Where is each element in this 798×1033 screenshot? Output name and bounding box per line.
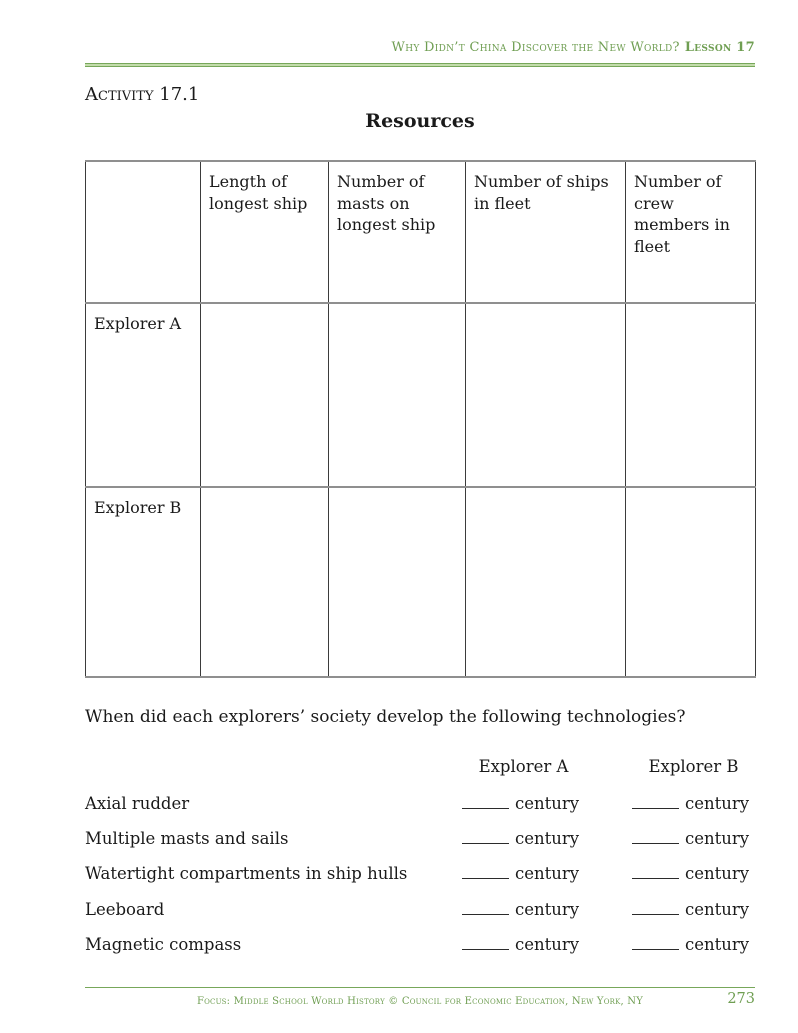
row-label-explorer-b: Explorer B xyxy=(86,487,201,677)
lesson-number: Lesson 17 xyxy=(684,40,755,55)
table-cell xyxy=(329,487,466,677)
technology-question: When did each explorers’ society develop the following technologies? xyxy=(85,707,686,727)
technology-row-magnetic-compass xyxy=(85,935,755,955)
table-cell xyxy=(201,303,329,487)
footer-credit: Focus: Middle School World History © Council for Economic Education, New York, NY xyxy=(196,996,644,1007)
technology-row-leeboard xyxy=(85,900,755,920)
fill-in-blank xyxy=(462,795,509,809)
table-row-explorer-a xyxy=(86,303,756,487)
technology-label: Axial rudder xyxy=(85,793,190,813)
resources-title: Resources xyxy=(365,110,475,132)
fill-in-blank xyxy=(632,830,679,844)
table-header-masts: Number of masts on longest ship xyxy=(329,161,466,303)
table-row-explorer-b xyxy=(86,487,756,677)
table-header-ships: Number of ships in fleet xyxy=(466,161,626,303)
unit-label: century xyxy=(515,829,580,849)
answer-cell-explorer-a xyxy=(462,935,585,955)
technology-section xyxy=(85,757,755,970)
footer-divider xyxy=(85,987,755,988)
answer-cell-explorer-a xyxy=(462,829,585,849)
technology-label: Watertight compartments in ship hulls xyxy=(85,864,408,884)
page-number: 273 xyxy=(727,991,755,1007)
fill-in-blank xyxy=(462,901,509,915)
table-cell xyxy=(201,487,329,677)
answer-cell-explorer-a xyxy=(462,794,585,814)
unit-label: century xyxy=(685,829,750,849)
answer-cell-explorer-b xyxy=(632,935,755,955)
column-header-explorer-b: Explorer B xyxy=(648,757,739,776)
unit-label: century xyxy=(515,899,580,919)
technology-row-axial-rudder xyxy=(85,794,755,814)
technology-label: Magnetic compass xyxy=(85,934,242,954)
lesson-title: Why Didn’t China Discover the New World? xyxy=(391,40,680,55)
unit-label: century xyxy=(515,864,580,884)
unit-label: century xyxy=(515,793,580,813)
answer-cell-explorer-a xyxy=(462,864,585,884)
unit-label: century xyxy=(515,934,580,954)
table-cell xyxy=(466,303,626,487)
table-header-crew: Number of crew members in fleet xyxy=(626,161,756,303)
unit-label: century xyxy=(685,934,750,954)
table-header-corner xyxy=(86,161,201,303)
header-divider xyxy=(85,63,755,67)
table-cell xyxy=(329,303,466,487)
answer-cell-explorer-b xyxy=(632,900,755,920)
answer-cell-explorer-b xyxy=(632,864,755,884)
fill-in-blank xyxy=(632,936,679,950)
fill-in-blank xyxy=(462,830,509,844)
table-header-length: Length of longest ship xyxy=(201,161,329,303)
fill-in-blank xyxy=(632,865,679,879)
table-header-row xyxy=(86,161,756,303)
technology-label: Multiple masts and sails xyxy=(85,829,289,849)
resources-table xyxy=(85,160,756,678)
column-header-explorer-a: Explorer A xyxy=(478,757,569,776)
table-cell xyxy=(626,303,756,487)
row-label-explorer-a: Explorer A xyxy=(86,303,201,487)
activity-heading: Activity 17.1 xyxy=(85,84,200,105)
technology-row-watertight-compartments xyxy=(85,864,755,884)
fill-in-blank xyxy=(632,795,679,809)
unit-label: century xyxy=(685,864,750,884)
technology-label: Leeboard xyxy=(85,899,165,919)
unit-label: century xyxy=(685,793,750,813)
answer-cell-explorer-b xyxy=(632,829,755,849)
technology-row-multiple-masts xyxy=(85,829,755,849)
fill-in-blank xyxy=(462,865,509,879)
table-cell xyxy=(626,487,756,677)
unit-label: century xyxy=(685,899,750,919)
answer-cell-explorer-b xyxy=(632,794,755,814)
fill-in-blank xyxy=(462,936,509,950)
table-cell xyxy=(466,487,626,677)
technology-column-headers xyxy=(85,757,755,777)
fill-in-blank xyxy=(632,901,679,915)
running-header xyxy=(392,40,755,55)
answer-cell-explorer-a xyxy=(462,900,585,920)
